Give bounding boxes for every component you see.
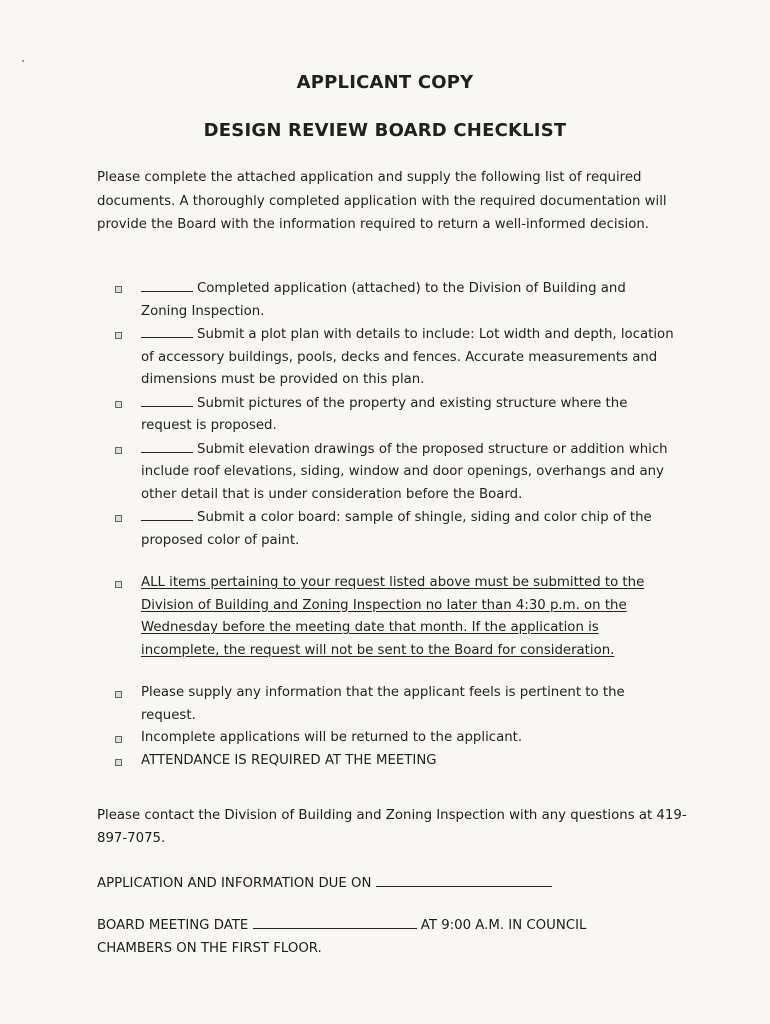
checklist-item	[115, 277, 675, 323]
note-item	[115, 727, 675, 750]
checklist-item-text: Completed application (attached) to the Division of Building and Zoning Inspection.	[141, 281, 626, 319]
checkoff-blank[interactable]	[141, 392, 193, 407]
checklist-item	[115, 392, 675, 438]
document-title: DESIGN REVIEW BOARD CHECKLIST	[203, 120, 567, 141]
checklist-item-text: Submit elevation drawings of the proposed structure or addition which include roof elevations, siding, window and door openings, overhangs and any other detail that is under consideration before the Board.	[141, 441, 668, 502]
bullet-icon	[115, 691, 122, 698]
note-item	[115, 682, 675, 727]
intro-paragraph: Please complete the attached application and supply the following list of required documents. A thoroughly completed application with the required documentation will provide the Board with the information required to return a well-informed decision.	[97, 170, 667, 232]
bullet-icon	[115, 401, 122, 408]
checkoff-blank[interactable]	[141, 277, 193, 292]
due-date-label: APPLICATION AND INFORMATION DUE ON	[97, 876, 372, 891]
note-item	[115, 750, 675, 773]
scan-speck	[22, 60, 24, 62]
meeting-date-field[interactable]	[253, 914, 417, 929]
meeting-date-line	[97, 914, 657, 960]
checklist-item-text: Submit a color board: sample of shingle, siding and color chip of the proposed color of paint.	[141, 510, 652, 548]
due-date-line	[97, 872, 552, 895]
meeting-time-text: AT 9:00 A.M. IN COUNCIL CHAMBERS ON THE FIRST FLOOR.	[97, 918, 587, 956]
checklist	[115, 277, 675, 772]
checkoff-blank[interactable]	[141, 323, 193, 338]
note-text: Incomplete applications will be returned to the applicant.	[141, 730, 523, 745]
due-date-field[interactable]	[376, 872, 552, 887]
deadline-notice: ALL items pertaining to your request listed above must be submitted to the Division of Building and Zoning Inspection no later than 4:30 p.m. on the Wednesday before the meeting date that month. If the application is incomplete, the request will not be sent to the Board for consideration.	[141, 575, 645, 658]
checklist-item	[115, 323, 675, 392]
copy-label: APPLICANT COPY	[296, 72, 474, 93]
bullet-icon	[115, 447, 122, 454]
note-text: Please supply any information that the applicant feels is pertinent to the request.	[141, 685, 625, 723]
bullet-icon	[115, 286, 122, 293]
contact-paragraph: Please contact the Division of Building and Zoning Inspection with any questions at 419-897-7075.	[97, 808, 687, 846]
checklist-item	[115, 438, 675, 507]
checklist-item-text: Submit pictures of the property and existing structure where the request is proposed.	[141, 395, 628, 433]
checklist-item-text: Submit a plot plan with details to include: Lot width and depth, location of accessory buildings, pools, decks and fences. Accurate measurements and dimensions must be provided on this plan.	[141, 327, 674, 387]
deadline-notice-item	[115, 572, 675, 662]
checkoff-blank[interactable]	[141, 438, 193, 453]
bullet-icon	[115, 736, 122, 743]
note-text: ATTENDANCE IS REQUIRED AT THE MEETING	[141, 752, 437, 768]
bullet-icon	[115, 332, 122, 339]
meeting-date-label: BOARD MEETING DATE	[97, 918, 249, 933]
bullet-icon	[115, 581, 122, 588]
bullet-icon	[115, 759, 122, 766]
checklist-item	[115, 506, 675, 552]
checkoff-blank[interactable]	[141, 506, 193, 521]
bullet-icon	[115, 515, 122, 522]
